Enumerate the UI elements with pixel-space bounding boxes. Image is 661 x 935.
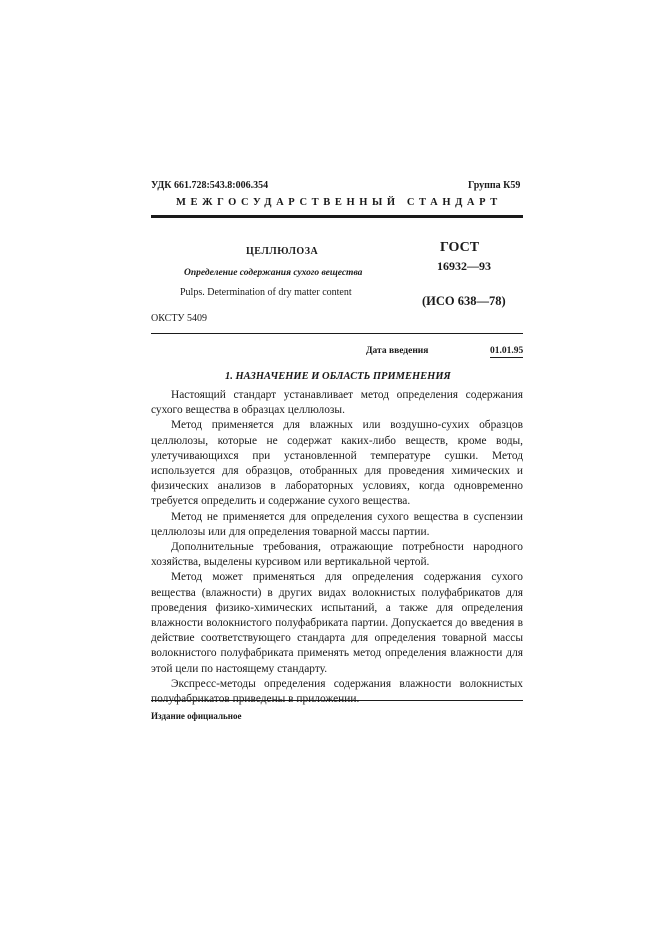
udk-code: УДК 661.728:543.8:006.354 xyxy=(151,180,269,191)
paragraph: Метод может применяться для определения содержания сухого вещества (влажности) в других видах волокнистых полуфабрикатов для проведения физико-химических испытаний, а также для определения влажности волокнистого полуфабриката партии. Допускается до введения в действие соответствующего стандарта для определения товарной массы волокнистого полуфабриката применять метод определения влажности для этой цели по настоящему стандарту. xyxy=(151,571,523,675)
iso-reference: (ИСО 638—78) xyxy=(422,294,506,308)
gost-label: ГОСТ xyxy=(440,240,480,255)
official-edition-label: Издание официальное xyxy=(151,711,242,721)
header-divider xyxy=(151,215,523,218)
paragraph: Дополнительные требования, отражающие потребности народного хозяйства, выделены курсивом или вертикальной чертой. xyxy=(151,541,523,569)
english-title: Pulps. Determination of dry matter content xyxy=(180,287,352,298)
introduction-date-value: 01.01.95 xyxy=(490,346,524,356)
section-heading: 1. НАЗНАЧЕНИЕ И ОБЛАСТЬ ПРИМЕНЕНИЯ xyxy=(225,371,451,382)
paragraph: Метод не применяется для определения сухого вещества в суспензии целлюлозы или для определения товарной массы партии. xyxy=(151,510,523,538)
oksty-code: ОКСТУ 5409 xyxy=(151,313,208,324)
group-code: Группа К59 xyxy=(468,180,521,191)
date-underline xyxy=(490,357,523,358)
document-title: ЦЕЛЛЮЛОЗА xyxy=(246,246,319,257)
body-text xyxy=(151,388,523,707)
gost-number: 16932—93 xyxy=(437,259,491,273)
paragraph: Метод применяется для влажных или воздушно-сухих образцов целлюлозы, которые не содержат каких-либо веществ, кроме воды, улетучивающихся при установленной температуре сушки. Метод используется для образцов, отобранных для проведения химических и физических анализов в лабораторных условиях, когда одновременно требуется определить и содержание сухого вещества. xyxy=(151,419,523,508)
title-divider xyxy=(151,333,523,334)
paragraph: Экспресс-методы определения содержания влажности волокнистых xyxy=(171,677,523,690)
interstate-standard-heading: МЕЖГОСУДАРСТВЕННЫЙ СТАНДАРТ xyxy=(176,197,502,208)
footer-divider xyxy=(151,700,523,701)
introduction-date-label: Дата введения xyxy=(366,346,429,356)
document-subtitle: Определение содержания сухого вещества xyxy=(184,268,363,278)
paragraph: Настоящий стандарт устанавливает метод определения содержания сухого вещества в образцах целлюлозы. xyxy=(151,389,523,417)
